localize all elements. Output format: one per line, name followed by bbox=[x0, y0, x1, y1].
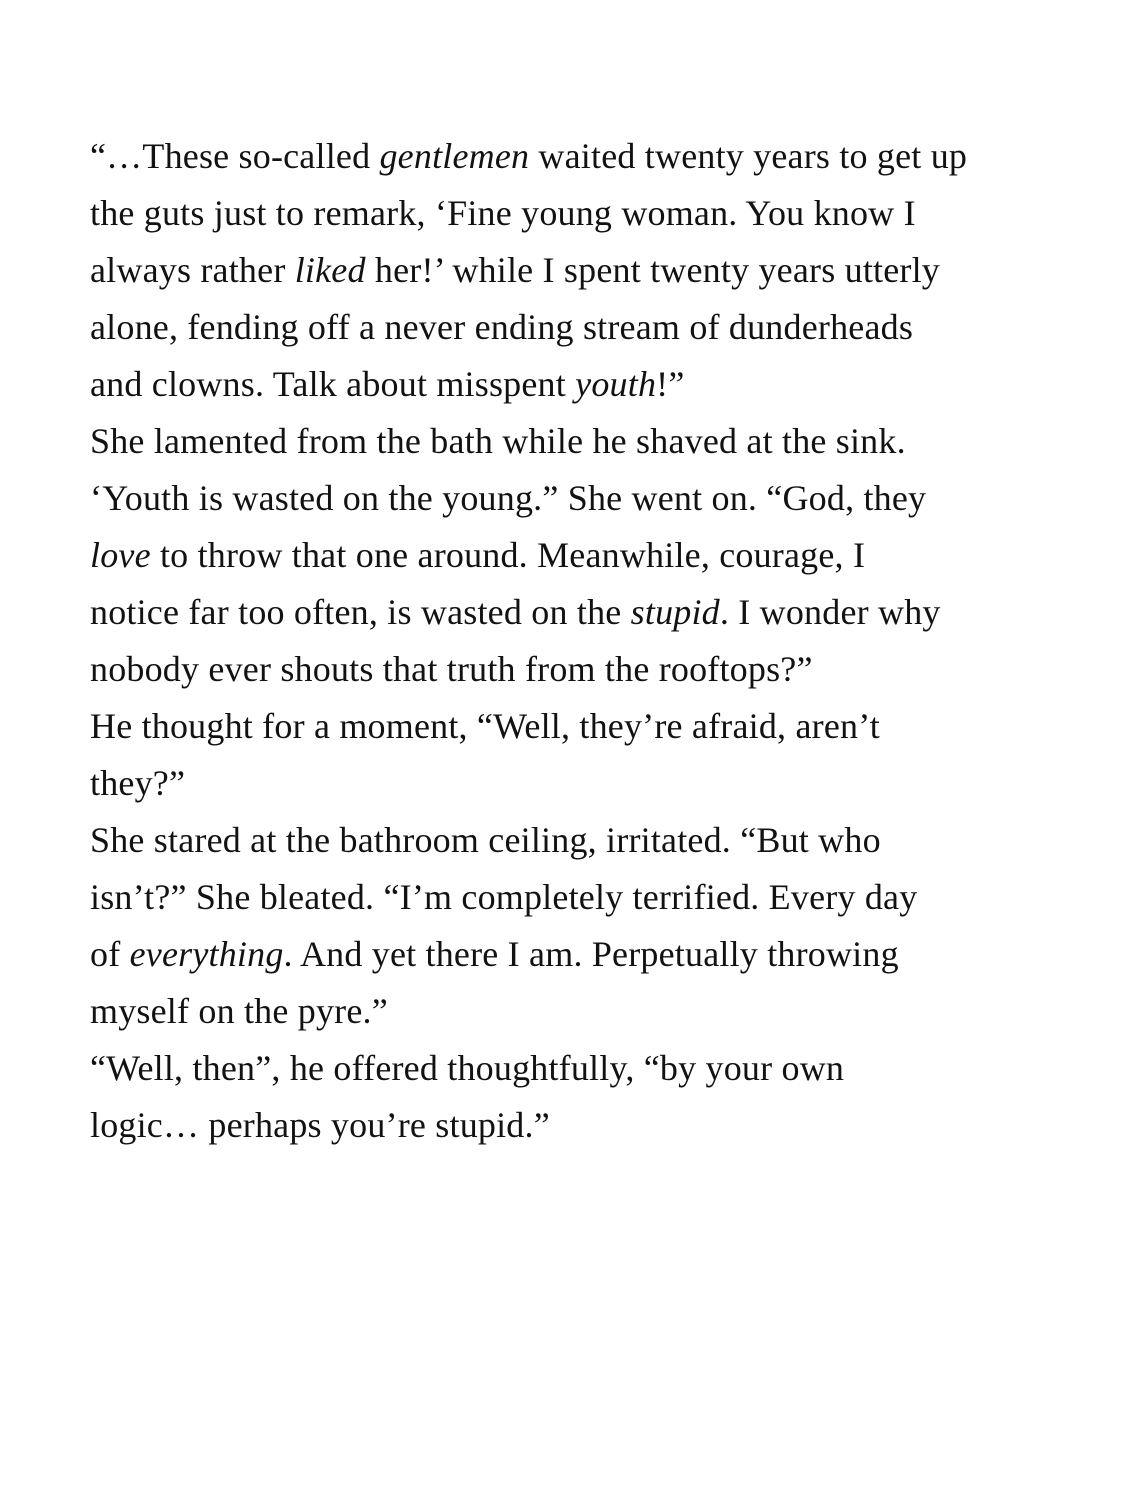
text-segment: isn’t?” She bleated. “I’m completely terrified. Every day bbox=[90, 877, 918, 917]
italic-text-segment: love bbox=[90, 535, 151, 575]
paragraph bbox=[90, 698, 1080, 812]
text-segment: She lamented from the bath while he shaved at the sink. bbox=[90, 421, 906, 461]
text-segment: notice far too often, is wasted on the bbox=[90, 592, 631, 632]
text-segment: alone, fending off a never ending stream of dunderheads bbox=[90, 307, 914, 347]
paragraph bbox=[90, 812, 1080, 1040]
text-line bbox=[90, 812, 1080, 869]
paragraph bbox=[90, 128, 1080, 413]
text-segment: to throw that one around. Meanwhile, courage, I bbox=[150, 535, 866, 575]
italic-text-segment: gentlemen bbox=[379, 136, 530, 176]
text-line bbox=[90, 641, 1080, 698]
text-segment: He thought for a moment, “Well, they’re afraid, aren’t bbox=[90, 706, 880, 746]
text-segment: her!’ while I spent twenty years utterly bbox=[365, 250, 941, 290]
text-segment: the guts just to remark, ‘Fine young woman. You know I bbox=[90, 193, 916, 233]
text-segment: !” bbox=[656, 364, 685, 404]
text-line bbox=[90, 527, 1080, 584]
paragraph bbox=[90, 470, 1080, 698]
text-segment: of bbox=[90, 934, 130, 974]
italic-text-segment: liked bbox=[294, 250, 366, 290]
text-segment: She stared at the bathroom ceiling, irritated. “But who bbox=[90, 820, 881, 860]
text-line bbox=[90, 755, 1080, 812]
text-segment: myself on the pyre.” bbox=[90, 991, 388, 1031]
text-line bbox=[90, 128, 1080, 185]
text-line bbox=[90, 356, 1080, 413]
text-segment: . And yet there I am. Perpetually throwing bbox=[283, 934, 899, 974]
text-line bbox=[90, 869, 1080, 926]
text-segment: “Well, then”, he offered thoughtfully, “by your own bbox=[90, 1048, 845, 1088]
text-segment: nobody ever shouts that truth from the rooftops?” bbox=[90, 649, 813, 689]
text-line bbox=[90, 983, 1080, 1040]
text-line bbox=[90, 1040, 1080, 1097]
text-line bbox=[90, 413, 1080, 470]
text-segment: they?” bbox=[90, 763, 186, 803]
italic-text-segment: youth bbox=[575, 364, 657, 404]
text-line bbox=[90, 299, 1080, 356]
text-line bbox=[90, 584, 1080, 641]
text-segment: and clowns. Talk about misspent bbox=[90, 364, 576, 404]
italic-text-segment: everything bbox=[129, 934, 284, 974]
text-line bbox=[90, 926, 1080, 983]
text-segment: always rather bbox=[90, 250, 295, 290]
text-block bbox=[90, 128, 1080, 1154]
paragraph bbox=[90, 413, 1080, 470]
italic-text-segment: stupid bbox=[630, 592, 720, 632]
text-segment: . I wonder why bbox=[719, 592, 941, 632]
text-segment: logic… perhaps you’re stupid.” bbox=[90, 1105, 550, 1145]
text-line bbox=[90, 1097, 1080, 1154]
text-line bbox=[90, 185, 1080, 242]
text-segment: ‘Youth is wasted on the young.” She went on. “God, they bbox=[90, 478, 927, 518]
text-line bbox=[90, 470, 1080, 527]
text-segment: waited twenty years to get up bbox=[529, 136, 968, 176]
paragraph bbox=[90, 1040, 1080, 1154]
text-segment: “…These so-called bbox=[90, 136, 380, 176]
text-line bbox=[90, 242, 1080, 299]
text-line bbox=[90, 698, 1080, 755]
